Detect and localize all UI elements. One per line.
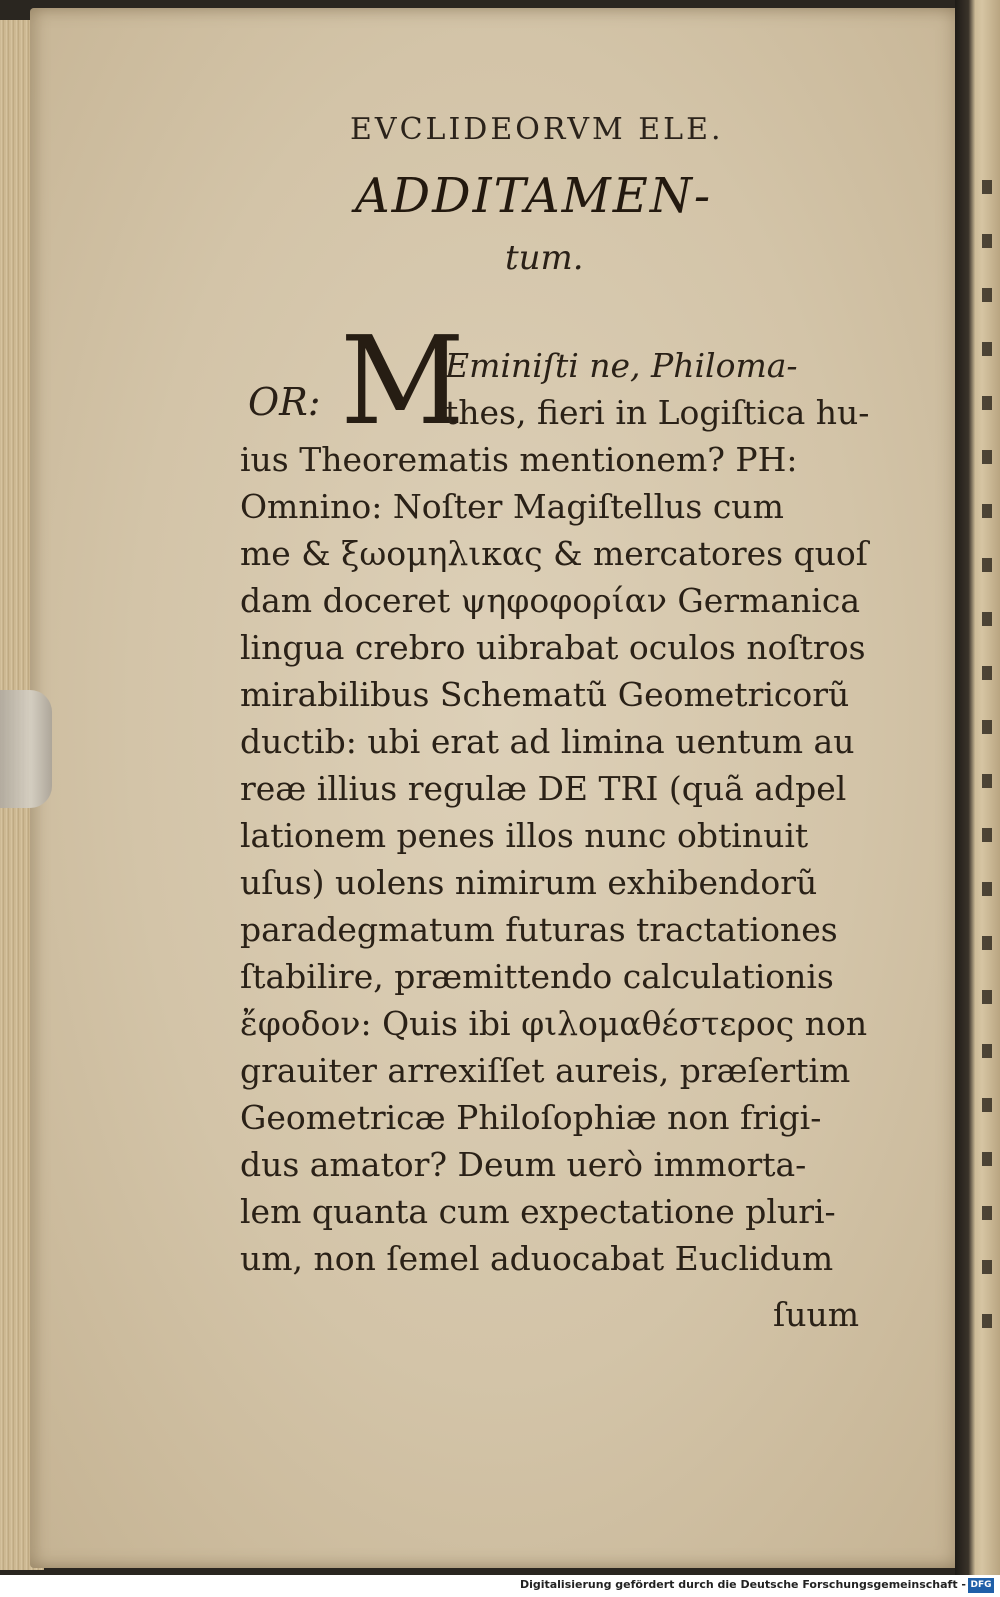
text-line: lationem penes illos nunc obtinuit: [240, 816, 809, 855]
catchword: ſuum: [773, 1295, 860, 1334]
text-line: Omnino: Noſter Magiſtellus cum: [240, 487, 784, 526]
text-line: lingua crebro uibrabat oculos noſtros: [240, 628, 866, 667]
text-line: ius Theorematis mentionem? PH:: [240, 440, 798, 479]
text-line: reæ illius regulæ DE TRI (quã adpel: [240, 769, 847, 808]
section-subtitle: tum.: [505, 238, 584, 278]
text-line: mirabilibus Schematũ Geometricorũ: [240, 675, 850, 714]
text-line: Eminiſti ne, Philoma-: [445, 346, 798, 385]
page-tab-marker: [0, 690, 52, 808]
drop-cap: M: [340, 310, 465, 452]
speaker-label: OR:: [248, 380, 321, 424]
text-line: thes, fieri in Logiſtica hu-: [445, 393, 870, 432]
footer-credit: Digitalisierung gefördert durch die Deutsche Forschungsgemeinschaft -: [519, 1578, 966, 1591]
text-line: ductib: ubi erat ad limina uentum au: [240, 722, 855, 761]
text-line: um, non ſemel aduocabat Euclidum: [240, 1239, 834, 1278]
text-line: dus amator? Deum uerò immorta-: [240, 1145, 807, 1184]
text-line: me & ξωομηλικας & mercatores quoſ: [240, 534, 869, 573]
text-line: ſtabilire, præmittendo calculationis: [240, 957, 834, 996]
text-line: grauiter arrexiſſet aureis, præſertim: [240, 1051, 851, 1090]
dfg-logo-icon: DFG: [968, 1578, 994, 1593]
text-line: uſus) uolens nimirum exhibendorũ: [240, 863, 818, 902]
running-head: EVCLIDEORVM ELE.: [350, 112, 724, 147]
text-line: Geometricæ Philoſophiæ non frigi-: [240, 1098, 822, 1137]
text-line: paradegmatum futuras tractationes: [240, 910, 838, 949]
book-gutter: [955, 0, 1000, 1575]
text-line: ἔφοδον: Quis ibi φιλομαθέστερος non: [240, 1004, 868, 1043]
next-page-text-bleed: [982, 140, 992, 1340]
section-title: ADDITAMEN-: [355, 168, 713, 224]
text-line: dam doceret ψηφοφορίαν Germanica: [240, 581, 861, 620]
text-line: lem quanta cum expectatione pluri-: [240, 1192, 836, 1231]
